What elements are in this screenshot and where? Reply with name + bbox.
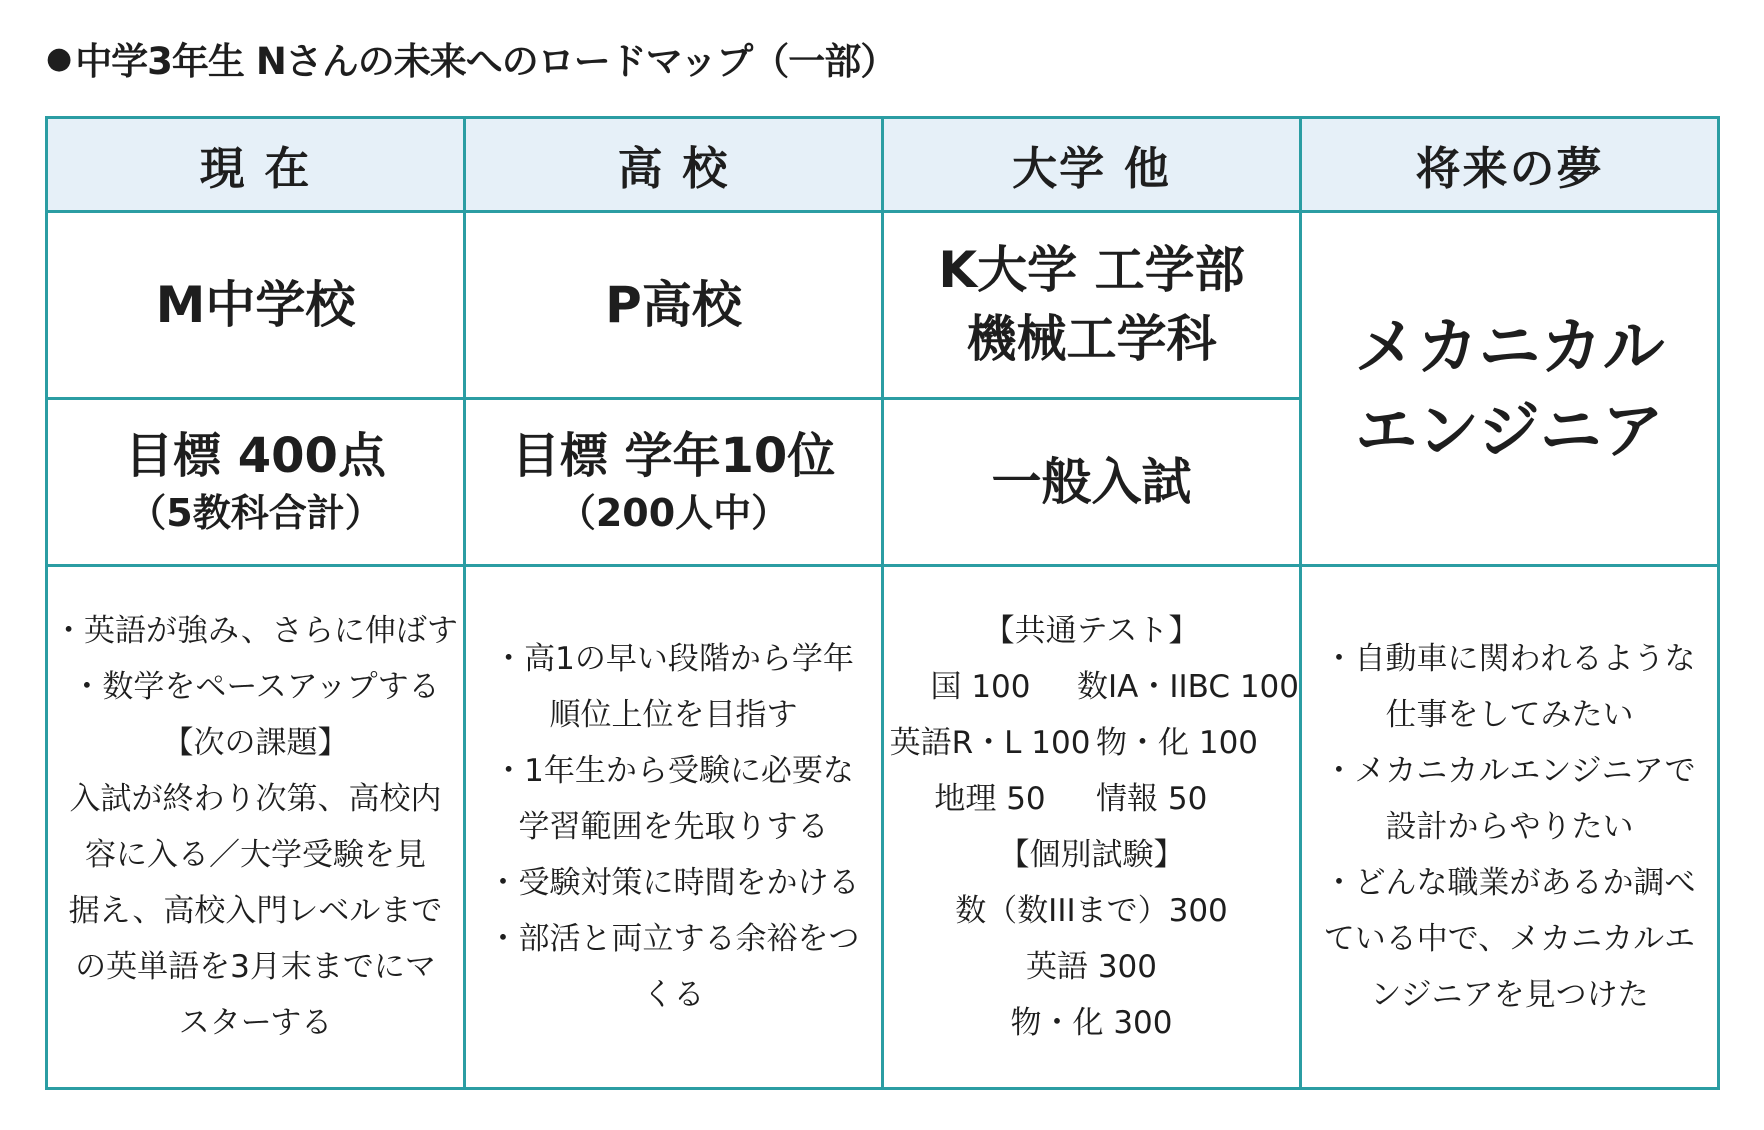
header-high-school: 高 校 — [465, 118, 883, 212]
score-item: 英語R・L 100 — [889, 725, 1091, 761]
score-item: 数IA・IIBC 100 — [1076, 669, 1299, 705]
list-item: くる — [642, 977, 705, 1013]
list-item: スターする — [178, 1005, 333, 1041]
notes-dream — [1301, 566, 1719, 1089]
list-item: ている中で、メカニカルエ — [1323, 921, 1696, 957]
score-item: 地理 50 — [934, 781, 1046, 817]
score-row — [884, 715, 1299, 771]
high-target: 目標 学年10位 — [511, 428, 836, 484]
page-title — [46, 30, 896, 86]
list-item: 仕事をしてみたい — [1385, 697, 1634, 733]
notes-now — [47, 566, 465, 1089]
cell-dream — [1301, 212, 1719, 566]
roadmap-table — [45, 116, 1720, 1090]
list-item: ・数学をペースアップする — [71, 669, 440, 705]
notes-high-school — [465, 566, 883, 1089]
notes-row — [47, 566, 1719, 1089]
list-item: ・メカニカルエンジニアで — [1323, 753, 1696, 789]
list-item: 設計からやりたい — [1385, 809, 1634, 845]
list-item: ・英語が強み、さらに伸ばす — [53, 613, 458, 649]
cell-high-school: P高校 — [465, 212, 883, 399]
header-university: 大学 他 — [883, 118, 1301, 212]
current-target: 目標 400点 — [125, 428, 386, 484]
list-item: 【次の課題】 — [162, 725, 349, 761]
list-item: ・どんな職業があるか調べ — [1323, 865, 1696, 901]
list-item: 順位上位を目指す — [549, 697, 798, 733]
cell-high-target — [465, 399, 883, 566]
list-item: ・1年生から受験に必要な — [493, 753, 854, 789]
list-item: ・自動車に関われるような — [1323, 641, 1696, 677]
list-item: ・高1の早い段階から学年 — [493, 641, 854, 677]
list-item: 容に入る／大学受験を見 — [85, 837, 426, 873]
current-target-note: （5教科合計） — [128, 491, 383, 535]
score-item: 情報 50 — [1096, 781, 1208, 817]
list-item: 物・化 300 — [1010, 1005, 1173, 1041]
header-row — [47, 118, 1719, 212]
list-item: 学習範囲を先取りする — [518, 809, 829, 845]
university-department: 機械工学科 — [966, 310, 1217, 368]
score-row — [884, 771, 1299, 827]
common-test-heading: 【共通テスト】 — [983, 613, 1200, 649]
cell-university-entrance: 一般入試 — [883, 399, 1301, 566]
list-item: ・受験対策に時間をかける — [487, 865, 860, 901]
list-item: ンジニアを見つけた — [1370, 977, 1649, 1013]
list-item: 据え、高校入門レベルまで — [68, 893, 443, 929]
bullet-icon: ● — [46, 40, 72, 76]
cell-current-school: M中学校 — [47, 212, 465, 399]
score-row — [884, 659, 1299, 715]
list-item: 英語 300 — [1025, 949, 1158, 985]
cell-university — [883, 212, 1301, 399]
score-item: 物・化 100 — [1096, 725, 1259, 761]
university-name: K大学 工学部 — [938, 241, 1245, 299]
score-item: 国 100 — [930, 669, 1031, 705]
individual-exam-heading: 【個別試験】 — [998, 837, 1185, 873]
cell-current-target — [47, 399, 465, 566]
dream-line1: メカニカル — [1354, 309, 1665, 383]
list-item: 入試が終わり次第、高校内 — [69, 781, 442, 817]
dream-line2: エンジニア — [1355, 393, 1664, 467]
notes-university — [883, 566, 1301, 1089]
header-dream: 将来の夢 — [1301, 118, 1719, 212]
list-item: 数（数IIIまで）300 — [955, 893, 1228, 929]
list-item: ・部活と両立する余裕をつ — [487, 921, 860, 957]
header-now: 現 在 — [47, 118, 465, 212]
school-row — [47, 212, 1719, 399]
list-item: の英単語を3月末までにマ — [75, 949, 436, 985]
high-target-note: （200人中） — [557, 491, 790, 535]
title-text: 中学3年生 Nさんの未来へのロードマップ（一部） — [75, 40, 897, 83]
